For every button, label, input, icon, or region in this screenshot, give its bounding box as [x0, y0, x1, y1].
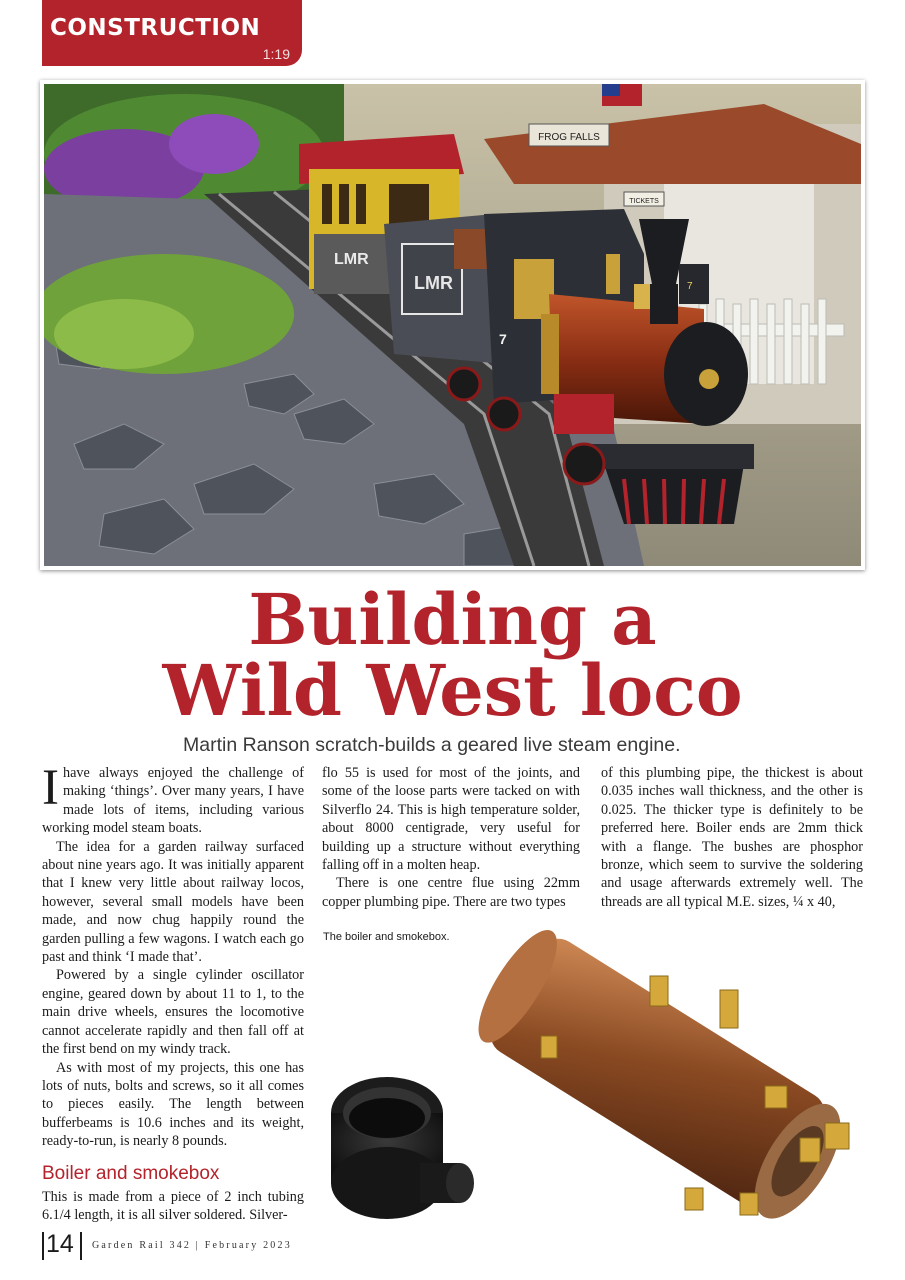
boiler-smokebox-photo [325, 918, 870, 1238]
column-1-continued [42, 1188, 304, 1225]
cab-number: 7 [499, 331, 507, 347]
subhead-boiler: Boiler and smokebox [42, 1163, 220, 1184]
paragraph: flo 55 is used for most of the joints, and some of the loose parts were tacked on with Silverflo 24. This is high temperature solder, about 8000 centigrade, very useful for building up a structure without everything falling off in a molten heap. [322, 765, 580, 874]
headline-line-1: Building a [248, 578, 657, 661]
footer-rule [80, 1232, 82, 1260]
garden-railway-photo [44, 84, 861, 566]
paragraph: There is one centre flue using 22mm copper plumbing pipe. There are two types [322, 875, 580, 910]
photo-caption: The boiler and smokebox. [323, 931, 450, 943]
section-tab [42, 0, 302, 66]
column-2 [322, 764, 580, 911]
section-label: CONSTRUCTION [50, 15, 261, 41]
paragraph: This is made from a piece of 2 inch tubing 6.1/4 length, it is all silver soldered. Silver- [42, 1189, 304, 1224]
coach-lettering: LMR [334, 251, 369, 268]
paragraph: Powered by a single cylinder oscillator engine, geared down by about 11 to 1, to the main drive wheels, ensures the locomotive cannot accelerate rapidly and then fall off at the first bend on my windy track. [42, 967, 304, 1058]
paragraph: The idea for a garden railway surfaced about nine years ago. It was initially apparent that I knew very little about railway locos, however, several small models have been made, and now chug happily round the garden pulling a few wagons. I watch each go past and think ‘I made that’. [42, 838, 304, 966]
footer-rule [42, 1232, 44, 1260]
headline-line-2: Wild West loco [162, 649, 743, 732]
page-number: 14 [46, 1230, 74, 1258]
paragraph: of this plumbing pipe, the thickest is about 0.035 inches wall thickness, and the other is 0.025. The thicker type is definitely to be preferred here. Boiler ends are 2mm thick with a flange. The bushes are phosphor bronze, which seem to survive the soldering and usage afterwards extremely well. The threads are all typical M.E. sizes, ¼ x 40, [601, 765, 863, 910]
hero-photo [40, 80, 865, 570]
tender-lettering: LMR [414, 273, 453, 293]
drop-cap: I [42, 760, 59, 816]
column-1 [42, 760, 304, 1151]
paragraph: As with most of my projects, this one has lots of nuts, bolts and screws, so it all comes to pieces easily. The length between bufferbeams is 10.6 inches and its weight, ready-to-run, is nearly 8 pounds. [42, 1059, 304, 1150]
standfirst: Martin Ranson scratch-builds a geared live steam engine. [183, 734, 681, 756]
station-sign: FROG FALLS [538, 132, 600, 143]
lamp-number: 7 [687, 281, 693, 292]
scale-label: 1:19 [262, 46, 290, 62]
paragraph: Ihave always enjoyed the challenge of making ‘things’. Over many years, I have made lots of items, including various working model steam boats. [42, 760, 304, 837]
magazine-issue: Garden Rail 342 | February 2023 [92, 1240, 292, 1251]
tickets-sign: TICKETS [629, 198, 659, 205]
column-3 [601, 764, 863, 911]
